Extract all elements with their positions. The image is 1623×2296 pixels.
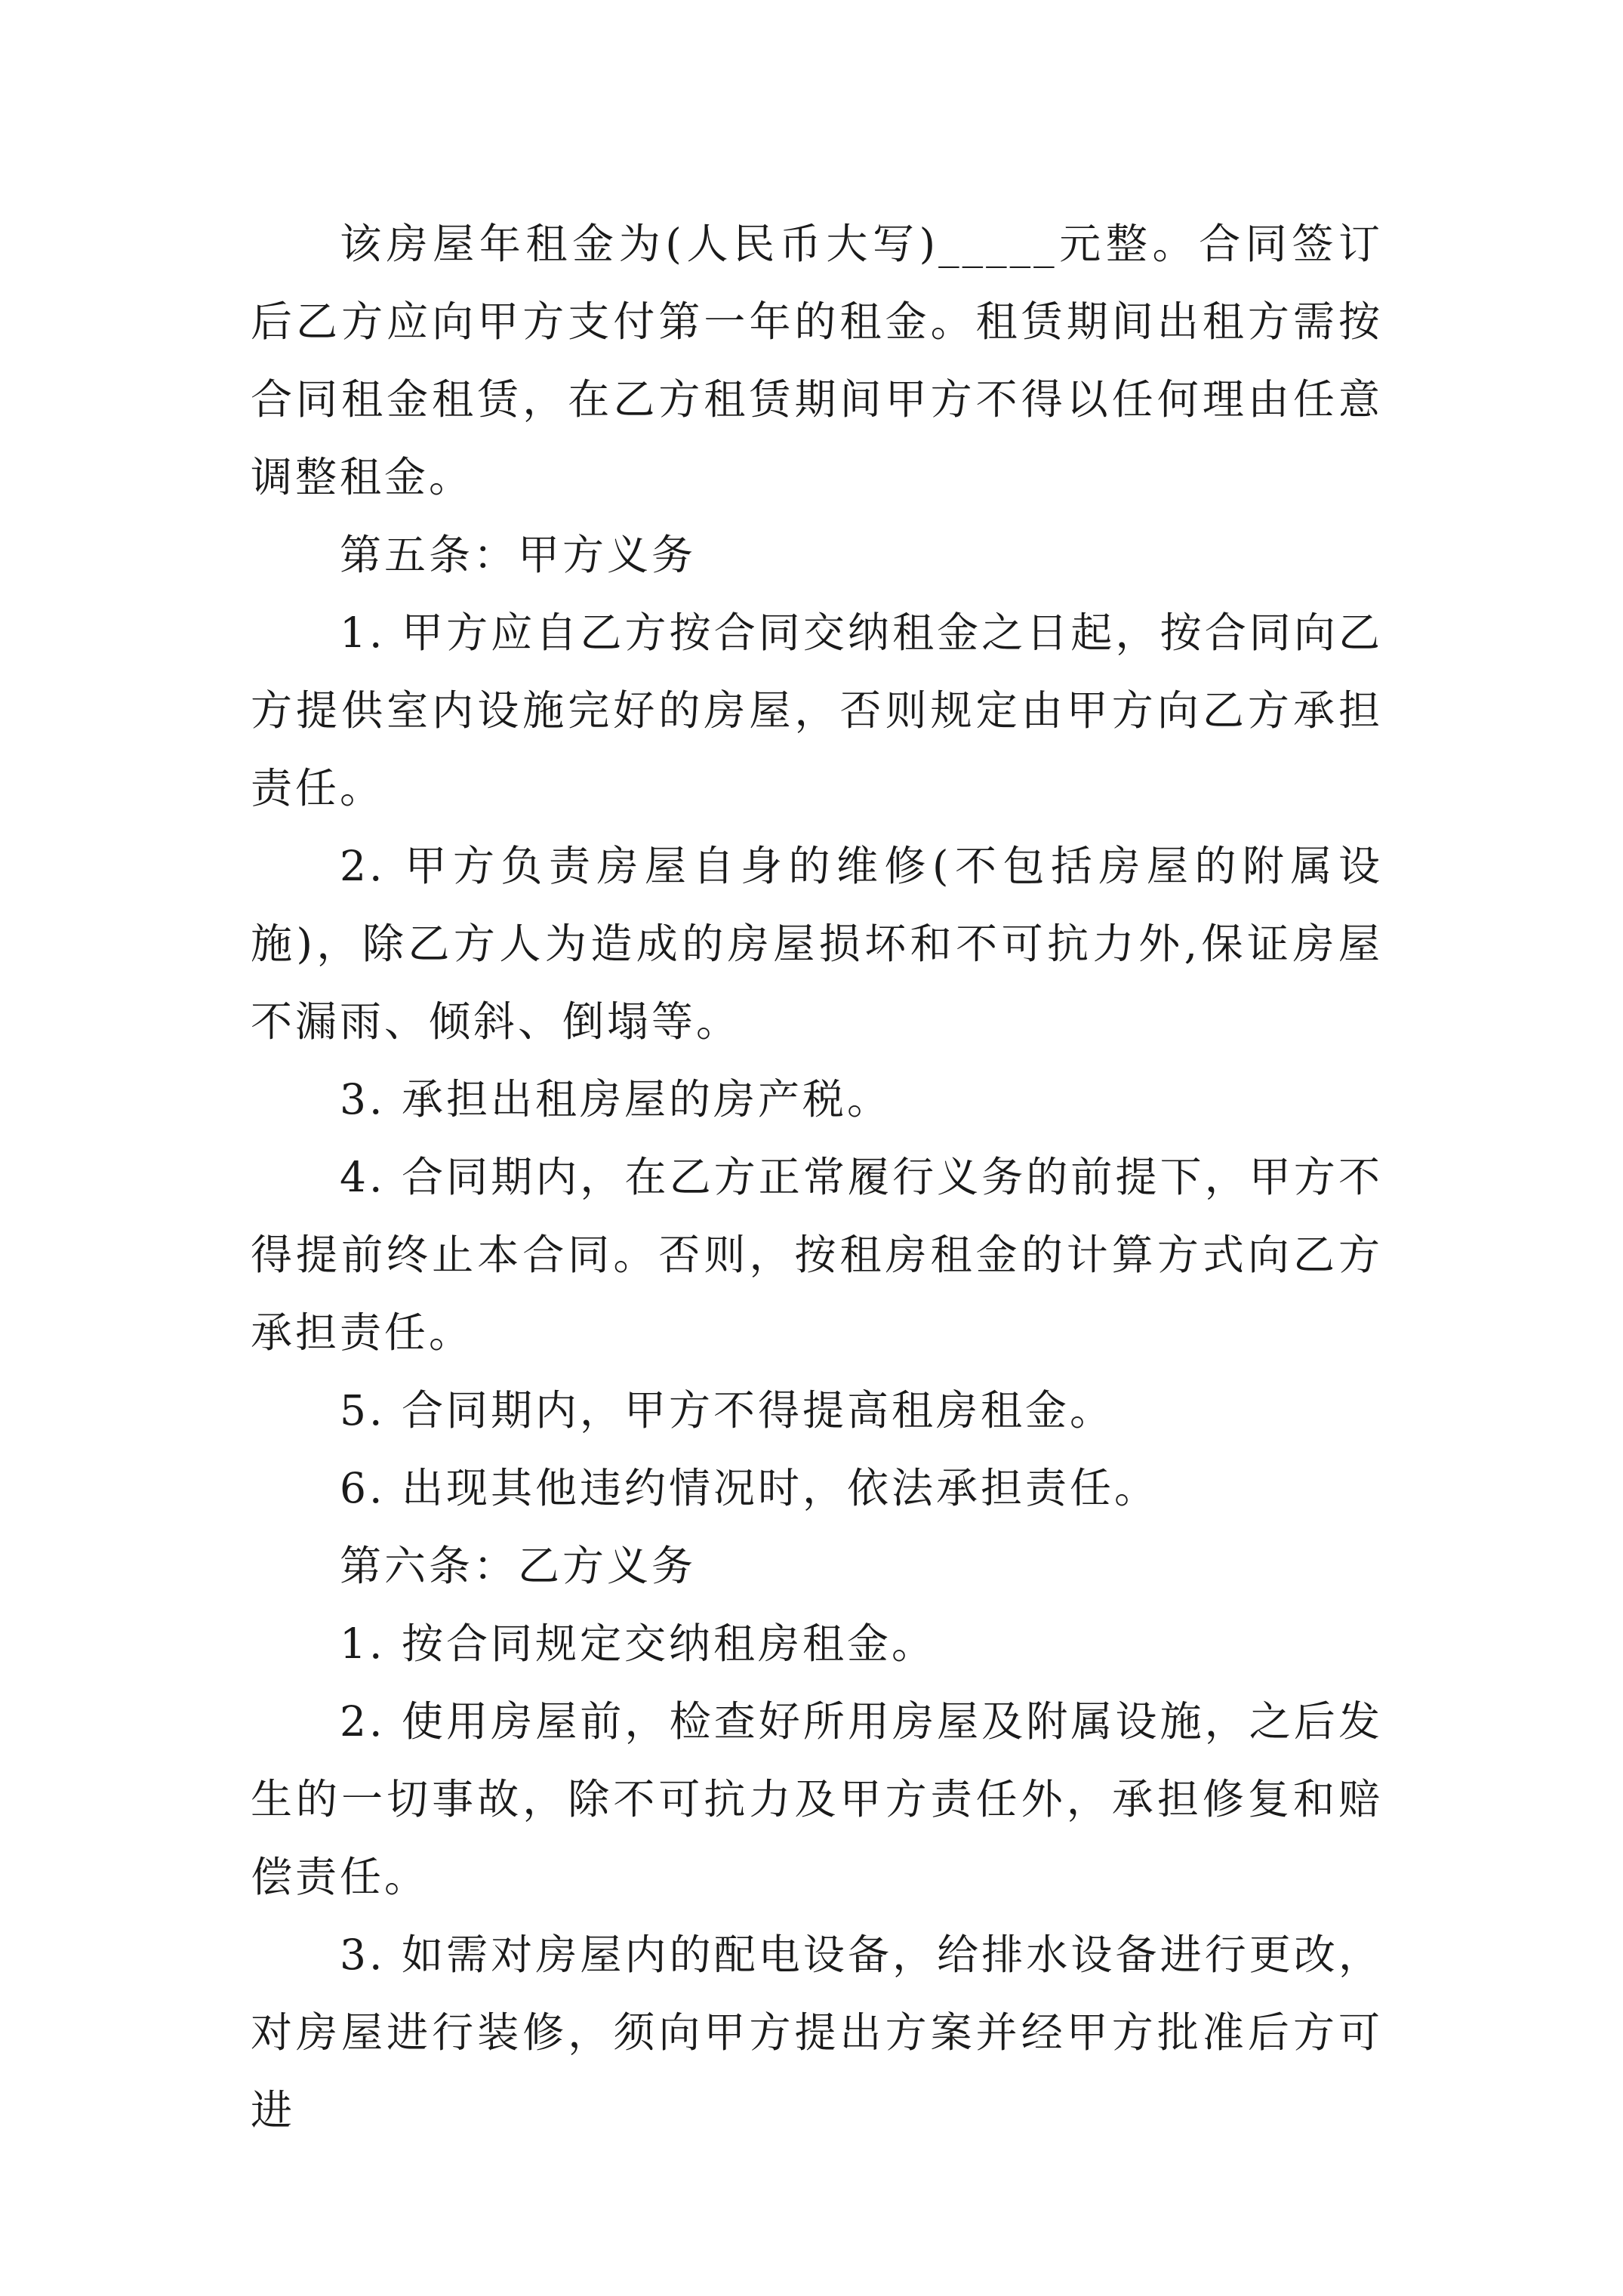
paragraph-party-a-duty-1: 1. 甲方应自乙方按合同交纳租金之日起，按合同向乙方提供室内设施完好的房屋，否则规定由甲方向乙方承担责任。 — [251, 609, 1383, 812]
paragraph-party-b-duty-2: 2. 使用房屋前，检查好所用房屋及附属设施，之后发生的一切事故，除不可抗力及甲方责任外，承担修复和赔偿责任。 — [251, 1697, 1383, 1901]
paragraph-party-a-duty-4: 4. 合同期内，在乙方正常履行义务的前提下，甲方不得提前终止本合同。否则，按租房租金的计算方式向乙方承担责任。 — [251, 1153, 1383, 1357]
document-body — [251, 205, 1383, 2150]
section-heading-article-6: 第六条：乙方义务 — [340, 1542, 697, 1590]
paragraph-party-b-duty-3: 3. 如需对房屋内的配电设备，给排水设备进行更改，对房屋进行装修，须向甲方提出方案并经甲方批准后方可进 — [251, 1931, 1383, 2134]
paragraph-party-a-duty-6: 6. 出现其他违约情况时，依法承担责任。 — [340, 1464, 1159, 1512]
paragraph-party-a-duty-5: 5. 合同期内，甲方不得提高租房租金。 — [340, 1386, 1114, 1435]
paragraph-party-a-duty-2: 2. 甲方负责房屋自身的维修(不包括房屋的附属设施)，除乙方人为造成的房屋损坏和不可抗力外,保证房屋不漏雨、倾斜、倒塌等。 — [251, 842, 1383, 1046]
section-heading-article-5: 第五条：甲方义务 — [340, 531, 697, 579]
paragraph-annual-rent: 该房屋年租金为(人民币大写)_____元整。合同签订后乙方应向甲方支付第一年的租金。租赁期间出租方需按合同租金租赁，在乙方租赁期间甲方不得以任何理由任意调整租金。 — [251, 220, 1383, 501]
paragraph-party-b-duty-1: 1. 按合同规定交纳租房租金。 — [340, 1620, 936, 1668]
paragraph-party-a-duty-3: 3. 承担出租房屋的房产税。 — [340, 1075, 892, 1123]
